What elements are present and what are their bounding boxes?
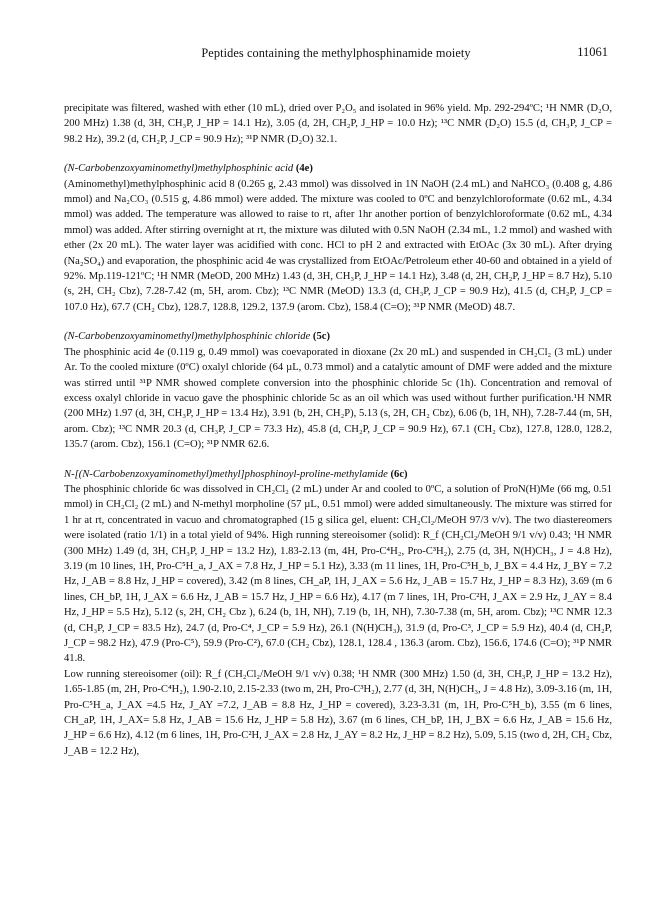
- paragraph-4: The phosphinic chloride 6c was dissolved in CH₂Cl₂ (2 mL) under Ar and cooled to 0ºC, a solution of ProN(H)Me (66 mg, 0.51 mmol) in CH₂Cl₂ (2 mL) and N-methyl morpholine (57 µL, 0.51 mmol) were added simultaneously. The mixture was stirred for 1 hr at rt, concentrated in vacuo and chromatographed (15 g silica gel, eluent: CH₂Cl₂/MeOH 97/3 v/v). The two diastereomers were isolated (ratio 1/1) in a total yield of 94%. High running stereoisomer (solid): R_f (CH₂Cl₂/MeOH 9/1 v/v) 0.43; ¹H NMR (300 MHz) 1.49 (d, 3H, CH₃P, J_HP = 13.2 Hz), 1.83-2.13 (m, 4H, Pro-C⁴H₂, Pro-C³H₂), 2.75 (d, 3H, N(H)CH₃, J = 4.8 Hz), 3.19 (m 10 lines, 1H, Pro-C⁵H_a, J_AX = 7.8 Hz, J_HP = 5.1 Hz), 3.33 (m 11 lines, 1H, Pro-C⁵H_b, J_BX = 4.4 Hz, J_BY = 7.2 Hz, J_AB = 8.8 Hz, J_HP = covered), 3.42 (m 8 lines, CH_aP, 1H, J_AX = 5.6 Hz, J_AB = 15.7 Hz, J_HP = 8.3 Hz), 3.69 (m 6 lines, CH_bP, 1H, J_AX = 6.6 Hz, J_AB = 15.7 Hz, J_HP = 6.6 Hz), 4.17 (m 7 lines, 1H, Pro-C²H, J_AX = 2.9 Hz, J_AY = 8.4 Hz, J_HP = 5.5 Hz), 5.12 (s, 2H, CH₂ Cbz ), 6.24 (b, 1H, NH), 7.19 (b, 1H, NH), 7.30-7.38 (m, 5H, arom. Cbz); ¹³C NMR 12.3 (d, CH₃P, J_CP = 83.5 Hz), 24.7 (d, Pro-C⁴, J_CP = 5.9 Hz), 26.1 (N(H)CH₃), 31.9 (d, Pro-C³, J_CP = 5.9 Hz), 40.4 (d, CH₂P, J_CP = 98.2 Hz), 47.9 (Pro-C⁵), 59.9 (Pro-C²), 67.0 (CH₂ Cbz), 128.1, 128.4 , 136.3 (arom. Cbz), 156.6, 174.6 (C=O); ³¹P NMR 41.8.: [64, 483, 612, 665]
- paragraph-3: The phosphinic acid 4e (0.119 g, 0.49 mmol) was coevaporated in dioxane (2x 20 mL) and suspended in CH₂Cl₂ (3 mL) under Ar. To the cooled mixture (0ºC) oxalyl chloride (64 µL, 0.73 mmol) and a catalytic amount of DMF were added and the mixture was stirred until ³¹P NMR showed complete conversion into the phosphinic chloride 5c (1h). Concentration and removal of excess oxalyl chloride in vacuo gave the phosphinic chloride 5c as an oil which was used without further purification.¹H NMR (200 MHz) 1.97 (d, 3H, CH₃P, J_HP = 13.4 Hz), 3.91 (b, 2H, CH₂P), 5.13 (s, 2H, CH₂ Cbz), 6.06 (b, 1H, NH), 7.28-7.44 (m, 5H, arom. Cbz); ¹³C NMR 20.3 (d, CH₃P, J_CP = 73.3 Hz), 45.8 (d, CH₂P, J_CP = 90.9 Hz), 67.1 (CH₂ Cbz), 127.8, 128.0, 128.2, 135.7 (arom. Cbz), 156.1 (C=O); ³¹P NMR 62.6.: [64, 346, 612, 451]
- paragraph-1: precipitate was filtered, washed with ether (10 mL), dried over P₂O₅ and isolated in 96% yield. Mp. 292-294ºC; ¹H NMR (D₂O, 200 MHz) 1.38 (d, 3H, CH₃P, J_HP = 14.1 Hz), 3.05 (d, 2H, CH₂P, J_HP = 10.0 Hz); ¹³C NMR (D₂O) 15.5 (d, CH₃P, J_CP = 98.2 Hz), 39.2 (d, CH₂P, J_CP = 90.9 Hz); ³¹P NMR (D₂O) 32.1.: [64, 103, 612, 145]
- body-text: [64, 101, 612, 759]
- heading-title: (N-Carbobenzoxyaminomethyl)methylphosphinic chloride: [64, 331, 311, 343]
- section-heading-4e: [64, 161, 612, 176]
- heading-title: (N-Carbobenzoxyaminomethyl)methylphosphinic acid: [64, 163, 294, 175]
- section-heading-5c: [64, 329, 612, 344]
- paragraph-2: (Aminomethyl)methylphosphinic acid 8 (0.265 g, 2.43 mmol) was dissolved in 1N NaOH (2.4 mL) and NaHCO₃ (0.408 g, 4.86 mmol) and Na₂CO₃ (0.515 g, 4.86 mmol) were added. The mixture was cooled to 0ºC and benzylchloroformate (0.62 mL, 4.34 mmol) was added. The temperature was allowed to raise to rt, after 1hr another portion of benzylchloroformate (0.62 mL, 4.34 mmol) was added. After stirring overnight at rt, the mixture was diluted with 0.5N NaOH (2.34 mL, 1.2 mmol) and washed with ether (2x 20 mL). The water layer was acidified with conc. HCl to pH 2 and extracted with EtOAc (3x 30 mL). After drying (Na₂SO₄) and evaporation, the phosphinic acid 4e was crystallized from EtOAc/Petroleum ether 40-60 and obtained in a yield of 92%. Mp.119-121ºC; ¹H NMR (MeOD, 200 MHz) 1.43 (d, 3H, CH₃P, J_HP = 14.1 Hz), 3.48 (d, 2H, CH₂P, J_HP = 8.7 Hz), 5.10 (s, 2H, CH₂ Cbz), 7.28-7.42 (m, 5H, arom. Cbz); ¹³C NMR (MeOD) 13.3 (d, CH₃P, J_CP = 90.9 Hz), 41.5 (d, CH₂P, J_CP = 107.0 Hz), 67.7 (CH₂ Cbz), 128.7, 128.8, 129.2, 137.9 (arom. Cbz), 158.4 (C=O); ³¹P NMR (MeOD) 48.7.: [64, 178, 612, 313]
- compound-number: (4e): [295, 163, 313, 175]
- section-heading-6c: [64, 467, 612, 482]
- compound-number: (6c): [390, 468, 408, 480]
- compound-number: (5c): [312, 331, 330, 343]
- paragraph-5: Low running stereoisomer (oil): R_f (CH₂Cl₂/MeOH 9/1 v/v) 0.38; ¹H NMR (300 MHz) 1.50 (d, 3H, CH₃P, J_HP = 13.2 Hz), 1.65-1.85 (m, 2H, Pro-C⁴H₂), 1.90-2.10, 2.15-2.33 (two m, 2H, Pro-C³H₂), 2.77 (d, 3H, N(H)CH₃, J = 4.8 Hz), 3.09-3.16 (m, 1H, Pro-C⁵H_a, J_AX =4.5 Hz, J_AY =7.2, J_AB = 8.8 Hz, J_HP = covered), 3.23-3.31 (m, 1H, Pro-C⁵H_b), 3.55 (m 6 lines, CH_aP, 1H, J_AX= 5.8 Hz, J_AB = 15.6 Hz, J_HP = 5.8 Hz), 3.67 (m 6 lines, CH_bP, 1H, J_BX = 6.6 Hz, J_AB = 15.6 Hz, J_HP = 6.6 Hz), 4.12 (m 6 lines, 1H, Pro-C²H, J_AX = 2.8 Hz, J_AY = 8.2 Hz, J_HP = 8.2 Hz), 5.09, 5.15 (two d, 2H, CH₂ Cbz, J_AB = 12.2 Hz),: [64, 668, 612, 757]
- page-number: 11061: [577, 45, 608, 59]
- running-title: Peptides containing the methylphosphinamide moiety: [201, 46, 471, 60]
- heading-title: N-[(N-Carbobenzoxyaminomethyl)methyl]phosphinoyl-proline-methylamide: [64, 468, 388, 480]
